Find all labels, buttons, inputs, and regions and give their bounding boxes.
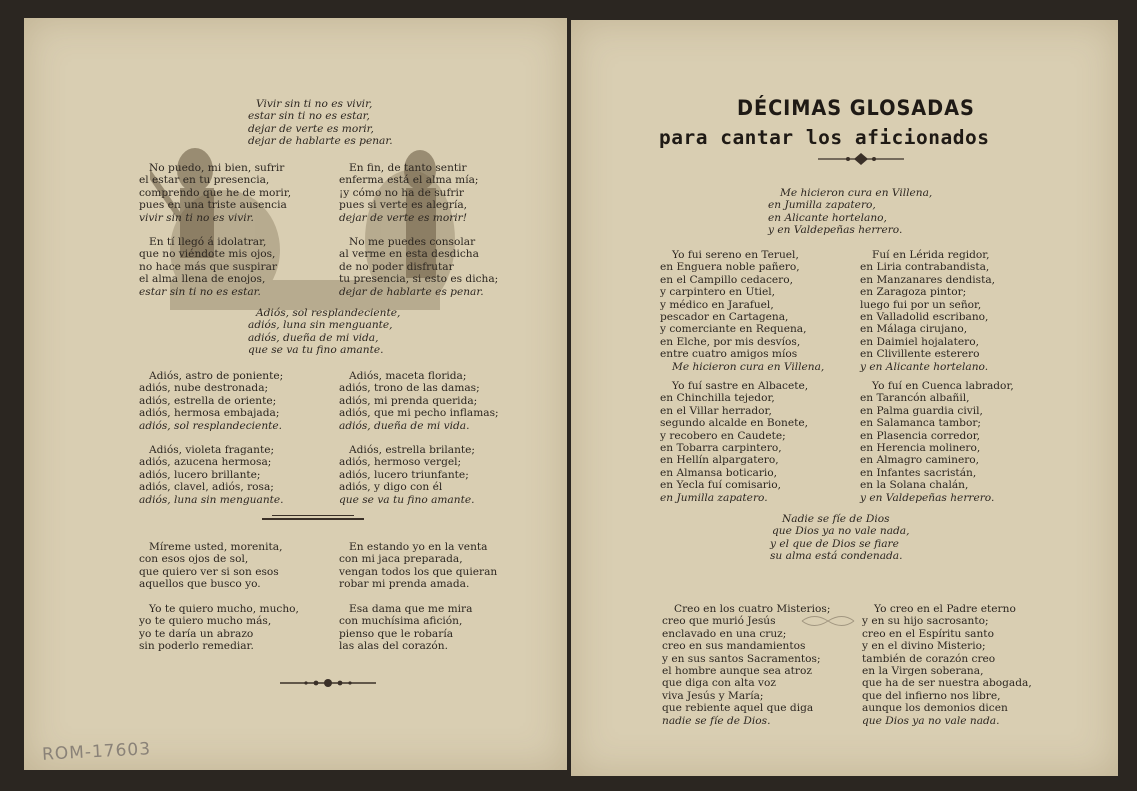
left-stanza-7: Adiós, violeta fragante; adiós, azucena hermosa; adiós, lucero brillante; adiós, clavel, adiós, rosa; adiós, luna sin menguante. <box>139 444 284 506</box>
archive-stamp: ROM-17603 <box>41 739 152 765</box>
left-stanza-1: No puedo, mi bien, sufrir el estar en tu presencia, comprendo que he de morir, pues en una triste ausencia vivir sin ti no es vivir. <box>139 162 292 224</box>
right-decima-3: Yo fuí sastre en Albacete, en Chinchilla tejedor, en el Villar herrador, segundo alcalde en Bonete, y recobero en Caudete; en Tobarra carpintero, en Hellín alpargatero, en Almansa boticario, en Yecla fuí comisario, en Jumilla zapatero. <box>660 380 809 504</box>
left-stanza-8: Adiós, estrella brilante; adiós, hermoso vergel; adiós, lucero triunfante; adiós, y digo con él que se va tu fino amante. <box>339 444 475 506</box>
right-decima-6: Yo creo en el Padre eterno y en su hijo sacrosanto; creo en el Espíritu santo y en el divino Misterio; también de corazón creo en la Virgen soberana, que ha de ser nuestra abogada, que del infierno nos libre, aunque los demonios dicen que Dios ya no vale nada. <box>862 603 1032 727</box>
left-stanza-5: Adiós, astro de poniente; adiós, nube destronada; adiós, estrella de oriente; adiós, hermosa embajada; adiós, sol resplandeciente. <box>139 370 284 432</box>
page-subtitle: para cantar los aficionados <box>659 126 990 149</box>
left-stanza-11: Yo te quiero mucho, mucho, yo te quiero mucho más, yo te daría un abrazo sin poderlo remediar. <box>139 603 299 653</box>
left-stanza-10: En estando yo en la venta con mi jaca preparada, vengan todos los que quieran robar mi prenda amada. <box>339 541 498 591</box>
left-epigraph-2: Adiós, sol resplandeciente, adiós, luna sin menguante, adiós, dueña de mi vida, que se va tu fino amante. <box>248 307 401 357</box>
right-decima-2: Fuí en Lérida regidor, en Liria contrabandista, en Manzanares dendista, en Zaragoza pintor; luego fui por un señor, en Valladolid escribano, en Málaga cirujano, en Daimiel hojalatero, en Clivillente esterero y en Alicante hortelano. <box>860 249 996 373</box>
ornament-flourish <box>280 676 376 690</box>
right-decima-1: Yo fui sereno en Teruel, en Enguera noble pañero, en el Campillo cedacero, y carpintero en Utiel, y médico en Jarafuel, pescador en Cartagena, y comerciante en Requena, en Elche, por mis desvíos, entre cuatro amigos míos Me hicieron cura en Villena, <box>660 249 825 373</box>
left-stanza-3: En tí llegó á idolatrar, que no viéndote mis ojos, no hace más que suspirar el alma llena de enojos, estar sin ti no es estar. <box>139 236 277 298</box>
divider-rule <box>262 514 364 524</box>
title-ornament <box>818 153 904 165</box>
left-stanza-4: No me puedes consolar al verme en esta desdicha de no poder disfrutar tu presencia, si esto es dicha; dejar de hablarte es penar. <box>339 236 499 298</box>
right-decima-5: Creo en los cuatro Misterios; creo que murió Jesús enclavado en una cruz; creo en sus mandamientos y en sus santos Sacramentos; el hombre aunque sea atroz que diga con alta voz viva Jesús y María; que rebiente aquel que diga nadie se fíe de Dios. <box>662 603 831 727</box>
right-epigraph: Me hicieron cura en Villena, en Jumilla zapatero, en Alicante hortelano, y en Valdepeñas herrero. <box>768 187 933 237</box>
right-decima-4: Yo fuí en Cuenca labrador, en Tarancón albañil, en Palma guardia civil, en Salamanca tambor; en Plasencia corredor, en Herencia molinero, en Almagro caminero, en Infantes sacristán, en la Solana chalán, y en Valdepeñas herrero. <box>860 380 1014 504</box>
faint-ornament <box>800 612 856 630</box>
left-stanza-12: Esa dama que me mira con muchísima afición, pienso que le robaría las alas del corazón. <box>339 603 473 653</box>
left-stanza-6: Adiós, maceta florida; adiós, trono de las damas; adiós, mi prenda querida; adiós, que mi pecho inflamas; adiós, dueña de mi vida. <box>339 370 499 432</box>
right-epigraph-2: Nadie se fíe de Dios que Dios ya no vale nada, y el que de Dios se fiare su alma está condenada. <box>770 513 910 563</box>
page-title: DÉCIMAS GLOSADAS <box>737 96 975 120</box>
left-stanza-9: Míreme usted, morenita, con esos ojos de sol, que quiero ver si son esos aquellos que busco yo. <box>139 541 283 591</box>
left-stanza-2: En fin, de tanto sentir enferma está el alma mía; ¡y cómo no ha de sufrir pues si verte es alegría, dejar de verte es morir! <box>339 162 479 224</box>
left-epigraph: Vivir sin ti no es vivir, estar sin ti no es estar, dejar de verte es morir, dejar de hablarte es penar. <box>248 98 393 148</box>
